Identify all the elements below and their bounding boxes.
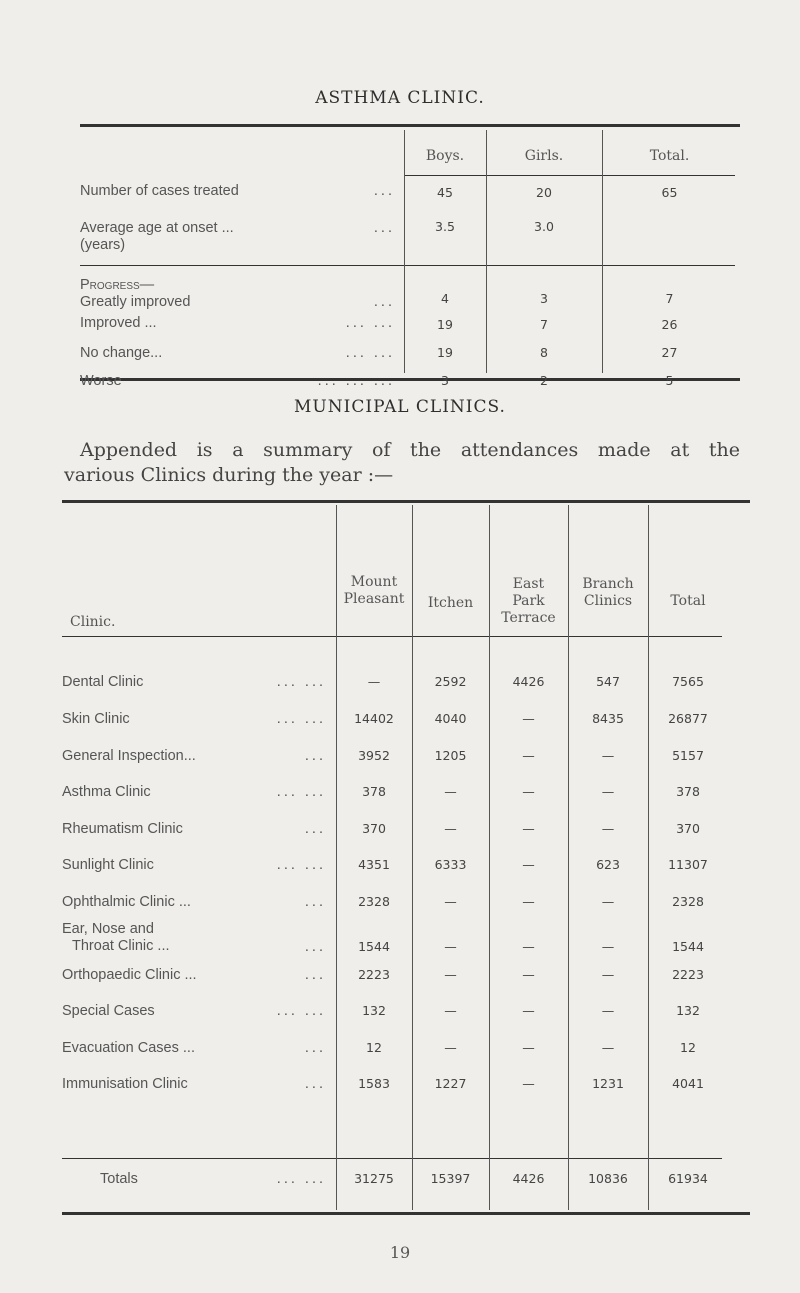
clinic-row-label-text: Asthma Clinic [62,784,151,800]
clinic-east-value: — [522,894,535,909]
asthma-row-label [80,373,122,390]
asthma-row-label [80,345,162,362]
clinic-branch-value: — [601,1003,615,1018]
clinic-itchen-value: — [444,1040,457,1055]
clinic-row-leader-dots: ... ... [276,1171,326,1187]
clinic-east-value: — [522,784,535,799]
header-clinic: Clinic. [70,614,116,630]
municipal-clinics-title: MUNICIPAL CLINICS. [294,397,506,417]
clinic-total-value: 370 [676,821,700,836]
clinic-row-label-text: Sunlight Clinic [62,857,154,873]
clinic-itchen-value: — [444,1003,457,1018]
asthma-girls-value: 2 [540,373,548,388]
clinic-east-value: — [522,1076,535,1091]
clinic-total-value: 4041 [672,1076,704,1091]
clinic-mount-value: 1583 [358,1076,390,1091]
asthma-row-leader-dots: ... [373,294,395,310]
clinic-total-value: 11307 [668,857,708,872]
clinic-row-label-text: Evacuation Cases ... [62,1040,195,1056]
asthma-girls-value: 3 [540,291,548,306]
clinic-branch-value: 8435 [592,711,624,726]
clinic-mount-value: 14402 [354,711,394,726]
clinic-row-leader-dots: ... ... [276,1003,326,1019]
asthma-row-leader-dots: ... ... [345,345,395,361]
clinic-row-label-text: Special Cases [62,1003,155,1019]
asthma-row-label-text: No change... [80,345,163,361]
clinic-row-label [62,1003,155,1020]
clinic-branch-value: 10836 [588,1171,628,1186]
clinic-branch-value: — [601,939,615,954]
header-east-park-terrace [489,576,568,627]
clinic-total-value: 26877 [668,711,708,726]
asthma-row-label-text: Improved ... [80,315,157,331]
clinic-itchen-value: 15397 [430,1171,471,1186]
clinic-row-leader-dots: ... [304,939,326,955]
asthma-header-boys: Boys. [425,148,465,164]
header-branch-clinics [568,576,648,610]
asthma-total-value: 7 [665,291,674,306]
clinic-row-label [62,1076,188,1093]
clinic-row-label-text: Skin Clinic [62,711,130,727]
asthma-row-label [80,315,157,332]
clinic-east-value: — [522,711,535,726]
asthma-boys-value: 19 [437,345,453,360]
clinic-mount-value: 3952 [358,748,390,763]
clinic-branch-value: 1231 [592,1076,624,1091]
clinic-row-label-text: Dental Clinic [62,674,144,690]
clinic-mount-value: 2223 [358,967,390,982]
asthma-row-label [80,220,234,254]
clinic-branch-value: 623 [596,857,620,872]
asthma-col-divider-3 [602,130,603,373]
asthma-row-label-text: Progress— [80,277,155,293]
clinic-row-leader-dots: ... ... [276,784,326,800]
asthma-girls-value: 7 [540,317,548,332]
clinic-branch-value: — [601,1040,615,1055]
clinic-row-sublabel: Throat Clinic ... [72,938,170,954]
clinic-row-label [62,748,196,765]
header-east-line-1: East [512,576,545,592]
intro-paragraph-line-2: various Clinics during the year :— [64,464,394,486]
asthma-boys-value: 4 [441,291,449,306]
clinic-itchen-value: 1227 [434,1076,467,1091]
asthma-clinic-title: ASTHMA CLINIC. [315,88,485,108]
header-itchen: Itchen [427,595,474,611]
asthma-row-leader-dots: ... ... ... [317,373,395,389]
asthma-progress-rule [80,265,735,266]
asthma-header-rule [405,175,735,176]
clinic-itchen-value: 2592 [434,674,467,689]
header-east-line-2: Park [512,593,545,609]
clinic-east-value: — [522,857,535,872]
asthma-row-leader-dots: ... ... [345,315,395,331]
asthma-girls-value: 3.0 [534,219,554,234]
asthma-top-rule [80,124,740,127]
clinic-row-label-text: Ophthalmic Clinic ... [62,894,191,910]
asthma-row-sublabel: (years) [80,237,126,253]
municipal-header-rule [62,636,722,637]
asthma-row-label-text: Average age at onset ... [80,220,234,236]
clinic-east-value: 4426 [512,674,545,689]
clinic-total-value: 7565 [672,674,704,689]
clinic-row-leader-dots: ... [304,967,326,983]
clinic-row-label [62,967,197,984]
asthma-total-value: 27 [661,345,678,360]
clinic-total-value: 5157 [672,748,704,763]
clinic-east-value: — [522,748,535,763]
asthma-boys-value: 3.5 [435,219,455,234]
clinic-itchen-value: — [444,939,457,954]
asthma-total-value: 65 [661,185,678,200]
asthma-total-value: 26 [661,317,678,332]
clinic-mount-value: 12 [366,1040,382,1055]
asthma-girls-value: 8 [540,345,548,360]
clinic-row-label [62,1040,195,1057]
municipal-top-rule [62,500,750,503]
clinic-row-label [62,821,183,838]
clinic-itchen-value: 6333 [434,857,467,872]
clinic-east-value: — [522,967,535,982]
asthma-row-label [80,183,239,200]
clinic-east-value: — [522,821,535,836]
asthma-row-label-text: Number of cases treated [80,183,239,199]
clinic-east-value: 4426 [512,1171,545,1186]
clinic-mount-value: 378 [362,784,386,799]
asthma-row-label-text: Worse [80,373,122,389]
header-mount-pleasant [336,574,412,608]
clinic-branch-value: — [601,784,615,799]
clinic-row-label [62,857,154,874]
clinic-row-leader-dots: ... [304,821,326,837]
clinic-itchen-value: 1205 [434,748,467,763]
asthma-boys-value: 3 [441,373,449,388]
clinic-itchen-value: — [444,784,457,799]
clinic-mount-value: 1544 [358,939,390,954]
clinic-row-leader-dots: ... [304,1076,326,1092]
totals-label [100,1171,138,1188]
clinic-row-label-text: Totals [100,1171,138,1187]
clinic-east-value: — [522,1003,535,1018]
municipal-bottom-rule [62,1212,750,1215]
clinic-row-label-text: General Inspection... [62,748,196,764]
asthma-col-divider-2 [486,130,487,373]
clinic-mount-value: 2328 [358,894,390,909]
asthma-boys-value: 45 [437,185,453,200]
clinic-row-label-text: Ear, Nose and [62,921,154,937]
clinic-row-leader-dots: ... [304,748,326,764]
clinic-branch-value: — [601,748,615,763]
municipal-totals-rule [62,1158,722,1159]
clinic-row-leader-dots: ... ... [276,711,326,727]
clinic-row-leader-dots: ... [304,894,326,910]
clinic-total-value: 378 [676,784,700,799]
header-branch-line-2: Clinics [583,593,633,609]
asthma-row-leader-dots: ... [373,220,395,236]
clinic-mount-value: 370 [362,821,386,836]
clinic-branch-value: — [601,894,615,909]
clinic-branch-value: — [601,821,615,836]
clinic-total-value: 12 [680,1040,696,1055]
clinic-total-value: 61934 [668,1171,708,1186]
clinic-row-label-text: Rheumatism Clinic [62,821,183,837]
asthma-total-value: 5 [665,373,674,388]
clinic-total-value: 2223 [672,967,704,982]
asthma-row-sublabel: Greatly improved [80,294,191,310]
clinic-itchen-value: — [444,894,457,909]
clinic-total-value: 2328 [672,894,704,909]
clinic-row-leader-dots: ... ... [276,857,326,873]
clinic-row-leader-dots: ... ... [276,674,326,690]
asthma-header-total: Total. [649,148,690,164]
clinic-east-value: — [522,939,535,954]
header-branch-line-1: Branch [582,576,634,592]
clinic-row-label-text: Orthopaedic Clinic ... [62,967,197,983]
asthma-row-label [80,277,190,311]
clinic-mount-value: 31275 [354,1171,394,1186]
header-mount-line-2: Pleasant [343,591,405,607]
header-total: Total [670,593,706,609]
clinic-row-label [62,921,170,955]
asthma-header-girls: Girls. [524,148,564,164]
clinic-branch-value: — [601,967,615,982]
clinic-row-label [62,674,143,691]
intro-paragraph-line-1: Appended is a summary of the attendances made at the [80,439,740,461]
clinic-row-leader-dots: ... [304,1040,326,1056]
clinic-mount-value: 132 [362,1003,386,1018]
clinic-row-label [62,784,151,801]
header-east-line-3: Terrace [501,610,556,626]
clinic-branch-value: 547 [596,674,620,689]
header-mount-line-1: Mount [350,574,398,590]
clinic-total-value: 1544 [672,939,704,954]
asthma-col-divider-1 [404,130,405,373]
clinic-row-label [62,711,130,728]
asthma-row-leader-dots: ... [373,183,395,199]
clinic-mount-value: — [367,674,381,689]
clinic-east-value: — [522,1040,535,1055]
clinic-row-label [62,894,191,911]
asthma-boys-value: 19 [437,317,453,332]
clinic-itchen-value: — [444,967,457,982]
clinic-itchen-value: 4040 [434,711,467,726]
clinic-mount-value: 4351 [358,857,390,872]
clinic-itchen-value: — [444,821,457,836]
asthma-girls-value: 20 [536,185,552,200]
clinic-total-value: 132 [676,1003,700,1018]
clinic-row-label-text: Immunisation Clinic [62,1076,188,1092]
page-number: 19 [389,1243,411,1262]
